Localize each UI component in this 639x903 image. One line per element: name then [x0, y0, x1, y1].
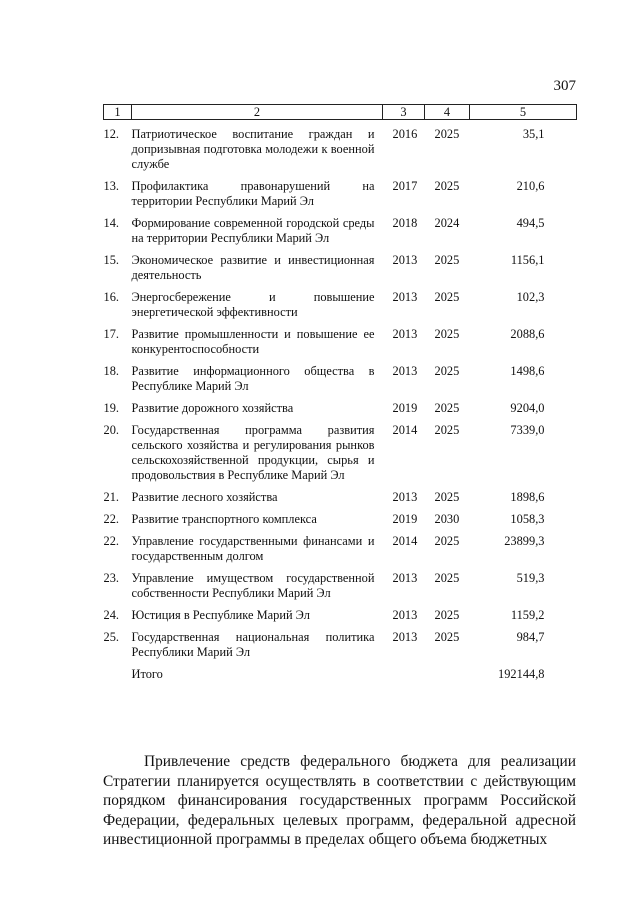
start-year: 2013 — [392, 630, 418, 644]
program-name: Управление имуществом государственной собственности Республики Марий Эл — [131, 571, 375, 600]
funding-amount: 1156,1 — [510, 253, 545, 267]
start-year: 2013 — [392, 290, 418, 304]
row-spacer — [104, 660, 577, 667]
total-empty-cell — [104, 667, 132, 682]
start-year: 2018 — [392, 216, 418, 230]
table-row — [104, 571, 577, 601]
table-row — [104, 630, 577, 660]
start-year: 2019 — [392, 512, 418, 526]
page-number: 307 — [553, 78, 576, 94]
funding-amount: 23899,3 — [504, 534, 545, 548]
row-spacer — [104, 357, 577, 364]
row-number: 25. — [103, 630, 119, 644]
row-number: 24. — [103, 608, 119, 622]
end-year: 2025 — [434, 490, 460, 504]
row-spacer — [104, 601, 577, 608]
program-name: Государственная программа развития сельского хозяйства и регулирования рынков сельскохозяйственной продукции, сырья и продовольствия в Республике Марий Эл — [131, 423, 375, 482]
row-number: 19. — [103, 401, 119, 415]
header-col-3: 3 — [383, 105, 425, 120]
header-col-4: 4 — [425, 105, 470, 120]
program-name: Развитие транспортного комплекса — [131, 512, 317, 526]
header-col-1: 1 — [104, 105, 132, 120]
end-year: 2024 — [434, 216, 460, 230]
table-row — [104, 127, 577, 172]
header-col-2: 2 — [132, 105, 383, 120]
start-year: 2016 — [392, 127, 418, 141]
paragraph-text: Привлечение средств федерального бюджета для реализации Стратегии планируется осуществлять в соответствии с действующим порядком финансирования государственных программ Российской Федерации, федеральных целевых программ, федеральной адресной инвестиционной программы в пределах общего объема бюджетных — [103, 753, 576, 849]
table-body — [104, 120, 577, 683]
funding-amount: 2088,6 — [510, 327, 545, 341]
table-row — [104, 216, 577, 246]
program-name: Развитие дорожного хозяйства — [131, 401, 294, 415]
total-row — [104, 667, 577, 682]
funding-amount: 7339,0 — [510, 423, 545, 437]
row-spacer — [104, 416, 577, 423]
start-year: 2019 — [392, 401, 418, 415]
funding-amount: 210,6 — [516, 179, 545, 193]
row-number: 16. — [103, 290, 119, 304]
end-year: 2025 — [434, 423, 460, 437]
body-paragraph — [103, 752, 576, 850]
row-number: 22. — [103, 534, 119, 548]
program-name: Управление государственными финансами и государственным долгом — [131, 534, 375, 563]
start-year: 2013 — [392, 608, 418, 622]
start-year: 2014 — [392, 423, 418, 437]
funding-amount: 984,7 — [516, 630, 545, 644]
row-spacer — [104, 483, 577, 490]
end-year: 2030 — [434, 512, 460, 526]
funding-amount: 102,3 — [516, 290, 545, 304]
program-name: Формирование современной городской среды на территории Республики Марий Эл — [131, 216, 375, 245]
table-row — [104, 364, 577, 394]
funding-amount: 1498,6 — [510, 364, 545, 378]
program-table-container — [103, 104, 576, 682]
funding-amount: 1898,6 — [510, 490, 545, 504]
start-year: 2017 — [392, 179, 418, 193]
funding-amount: 519,3 — [516, 571, 545, 585]
end-year: 2025 — [434, 401, 460, 415]
total-label: Итого — [131, 667, 163, 681]
funding-amount: 35,1 — [522, 127, 545, 141]
row-number: 20. — [103, 423, 119, 437]
end-year: 2025 — [434, 364, 460, 378]
table-row — [104, 490, 577, 505]
start-year: 2013 — [392, 364, 418, 378]
program-name: Энергосбережение и повышение энергетической эффективности — [131, 290, 375, 319]
end-year: 2025 — [434, 327, 460, 341]
row-spacer — [104, 320, 577, 327]
program-name: Развитие промышленности и повышение ее конкурентоспособности — [131, 327, 375, 356]
table-row — [104, 253, 577, 283]
table-row — [104, 608, 577, 623]
row-number: 15. — [103, 253, 119, 267]
header-col-5: 5 — [470, 105, 577, 120]
header-row — [104, 105, 577, 120]
program-name: Развитие информационного общества в Республике Марий Эл — [131, 364, 375, 393]
table-row — [104, 179, 577, 209]
table-row — [104, 327, 577, 357]
row-number: 21. — [103, 490, 119, 504]
row-number: 22. — [103, 512, 119, 526]
start-year: 2013 — [392, 571, 418, 585]
end-year: 2025 — [434, 571, 460, 585]
row-number: 23. — [103, 571, 119, 585]
program-table — [103, 104, 577, 682]
table-row — [104, 512, 577, 527]
row-spacer — [104, 505, 577, 512]
end-year: 2025 — [434, 179, 460, 193]
start-year: 2013 — [392, 490, 418, 504]
table-row — [104, 534, 577, 564]
program-name: Юстиция в Республике Марий Эл — [131, 608, 310, 622]
end-year: 2025 — [434, 290, 460, 304]
program-name: Развитие лесного хозяйства — [131, 490, 278, 504]
funding-amount: 1159,2 — [510, 608, 545, 622]
table-row — [104, 401, 577, 416]
start-year: 2013 — [392, 253, 418, 267]
row-spacer — [104, 172, 577, 179]
row-number: 18. — [103, 364, 119, 378]
row-spacer — [104, 283, 577, 290]
funding-amount: 9204,0 — [510, 401, 545, 415]
end-year: 2025 — [434, 630, 460, 644]
start-year: 2013 — [392, 327, 418, 341]
row-spacer — [104, 209, 577, 216]
program-name: Экономическое развитие и инвестиционная деятельность — [131, 253, 375, 282]
funding-amount: 1058,3 — [510, 512, 545, 526]
table-row — [104, 423, 577, 483]
program-name: Патриотическое воспитание граждан и допризывная подготовка молодежи к военной службе — [131, 127, 375, 171]
row-spacer — [104, 120, 577, 128]
start-year: 2014 — [392, 534, 418, 548]
row-spacer — [104, 246, 577, 253]
row-spacer — [104, 564, 577, 571]
row-spacer — [104, 394, 577, 401]
row-spacer — [104, 527, 577, 534]
table-row — [104, 290, 577, 320]
end-year: 2025 — [434, 534, 460, 548]
total-empty-cell — [425, 667, 470, 682]
row-spacer — [104, 623, 577, 630]
program-name: Профилактика правонарушений на территории Республики Марий Эл — [131, 179, 375, 208]
program-name: Государственная национальная политика Республики Марий Эл — [131, 630, 375, 659]
funding-amount: 494,5 — [516, 216, 545, 230]
row-number: 13. — [103, 179, 119, 193]
row-number: 12. — [103, 127, 119, 141]
total-empty-cell — [383, 667, 425, 682]
table-header — [104, 105, 577, 120]
end-year: 2025 — [434, 608, 460, 622]
total-amount: 192144,8 — [498, 667, 545, 681]
row-number: 17. — [103, 327, 119, 341]
end-year: 2025 — [434, 253, 460, 267]
row-number: 14. — [103, 216, 119, 230]
end-year: 2025 — [434, 127, 460, 141]
